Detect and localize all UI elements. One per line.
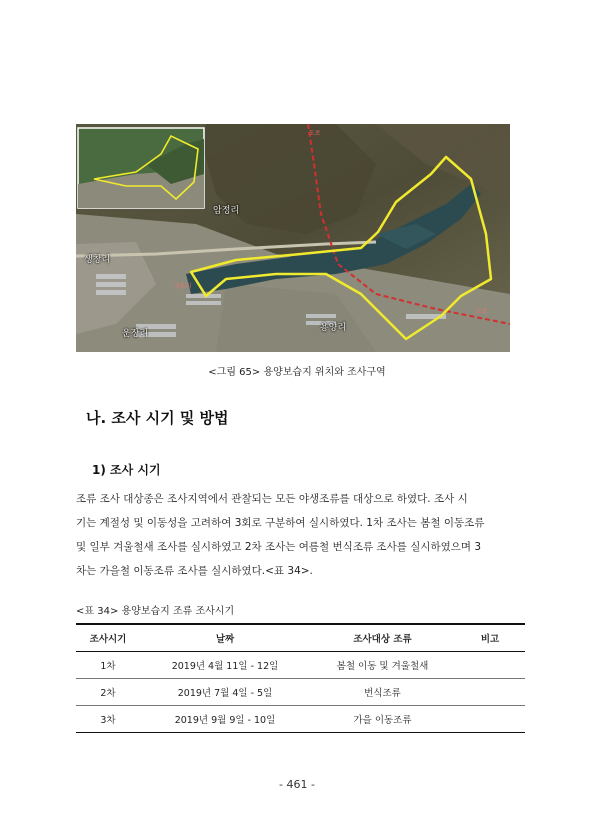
paragraph-line-2: 기는 계절성 및 이동성을 고려하여 3회로 구분하여 실시하였다. 1차 조사는 봄철 이동조류 <box>76 517 485 529</box>
table-row <box>76 705 525 732</box>
cell-target-birds: 가을 이동조류 <box>310 705 455 732</box>
paragraph-line-4: 차는 가을철 이동조류 조사를 실시하였다.<표 34>. <box>76 565 313 577</box>
paragraph-line-1: 조류 조사 대상종은 조사지역에서 관찰되는 모든 야생조류를 대상으로 하였다. 조사 시 <box>76 493 468 505</box>
page-number: - 461 - <box>279 778 315 791</box>
map-road-label-left: 국도지 <box>174 283 192 290</box>
cell-target-birds: 봄철 이동 및 겨울철새 <box>310 651 455 678</box>
map-label-yongyang: 용양리 <box>320 323 347 333</box>
map-road-label-top: 도로 <box>309 130 321 137</box>
table-header-row <box>76 624 525 651</box>
header-period: 조사시기 <box>76 624 140 651</box>
paragraph-line-3: 및 일부 겨울철새 조사를 실시하였고 2차 조사는 여름철 번식조류 조사를 실시하였으며 3 <box>76 541 482 553</box>
table-caption: <표 34> 용양보습지 조류 조사시기 <box>76 606 235 617</box>
figure-caption: <그림 65> 용양보습지 위치와 조사구역 <box>208 367 386 378</box>
section-heading: 나. 조사 시기 및 방법 <box>86 409 229 427</box>
cell-date: 2019년 4월 11일 - 12일 <box>140 651 310 678</box>
header-remarks: 비고 <box>455 624 525 651</box>
map-label-amjeong: 암정리 <box>213 206 240 216</box>
survey-area-satellite-map <box>76 124 510 352</box>
cell-period: 3차 <box>76 705 140 732</box>
survey-schedule-table <box>76 623 525 733</box>
cell-remarks <box>455 651 525 678</box>
map-label-unjang: 운장리 <box>122 329 149 339</box>
table-row <box>76 651 525 678</box>
cell-target-birds: 번식조류 <box>310 678 455 705</box>
cell-date: 2019년 9월 9일 - 10일 <box>140 705 310 732</box>
map-label-saengchang: 생창리 <box>84 255 111 265</box>
cell-date: 2019년 7월 4일 - 5일 <box>140 678 310 705</box>
table-row <box>76 678 525 705</box>
subsection-heading: 1) 조사 시기 <box>92 463 161 477</box>
map-road-label-right: 도로 <box>476 308 488 315</box>
header-target-birds: 조사대상 조류 <box>310 624 455 651</box>
cell-period: 2차 <box>76 678 140 705</box>
cell-remarks <box>455 678 525 705</box>
cell-period: 1차 <box>76 651 140 678</box>
satellite-image <box>76 124 510 352</box>
header-date: 날짜 <box>140 624 310 651</box>
cell-remarks <box>455 705 525 732</box>
